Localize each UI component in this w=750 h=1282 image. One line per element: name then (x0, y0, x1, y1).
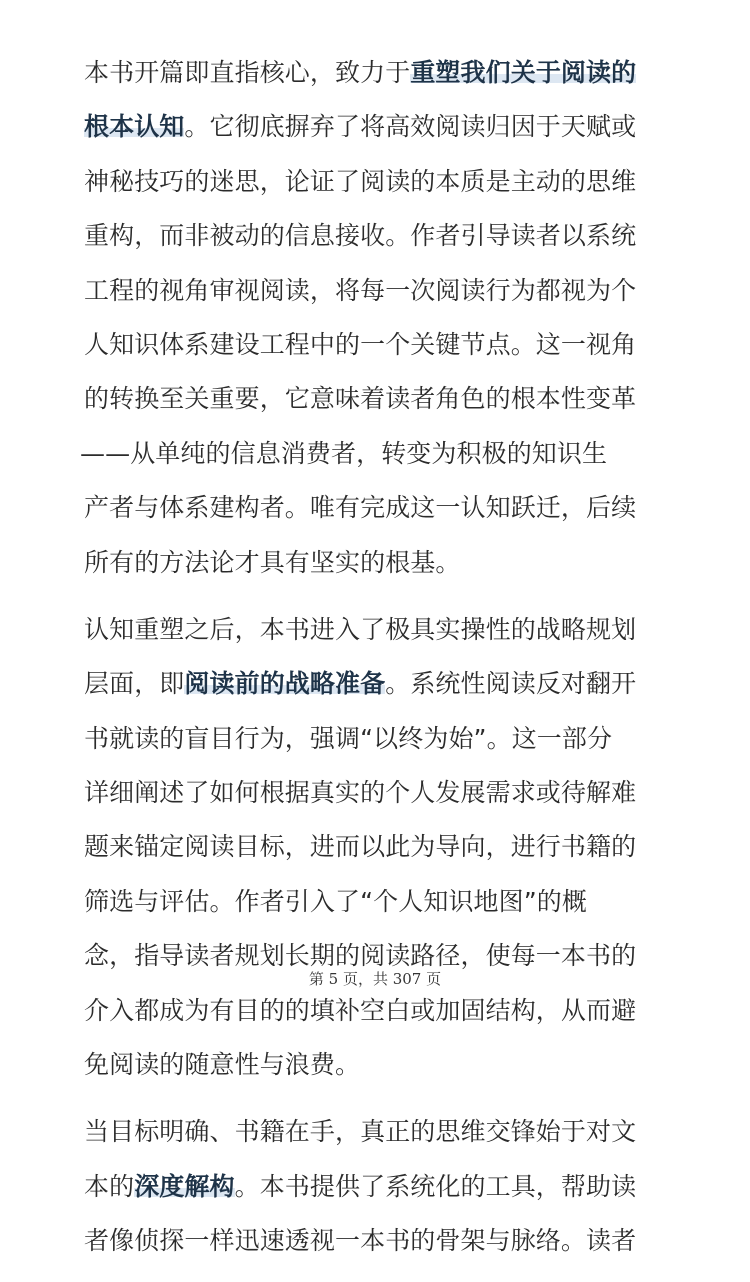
text-line (0, 100, 750, 154)
text-run: 本的 (84, 1171, 135, 1201)
text-line (0, 766, 750, 820)
text-line (0, 427, 750, 481)
text-run: 产者与体系建构者。唯有完成这一认知跃迁，后续 (84, 493, 637, 523)
text-line (0, 536, 750, 590)
text-line (0, 209, 750, 263)
text-run: 神秘技巧的迷思，论证了阅读的本质是主动的思维 (84, 166, 637, 196)
text-run: ——从单纯的信息消费者，转变为积极的知识生 (80, 438, 608, 468)
text-run: 。本书提供了系统化的工具，帮助读 (234, 1171, 637, 1201)
text-run: 当目标明确、书籍在手，真正的思维交锋始于对文 (84, 1117, 637, 1147)
text-line (0, 603, 750, 657)
text-run: 认知重塑之后，本书进入了极具实操性的战略规划 (84, 614, 637, 644)
text-run: 人知识体系建设工程中的一个关键节点。这一视角 (84, 329, 637, 359)
text-run: 层面，即 (84, 669, 185, 699)
text-run: 筛选与评估。作者引入了“个人知识地图”的概 (84, 886, 588, 916)
text-run: 。系统性阅读反对翻开 (385, 669, 637, 699)
text-line (0, 481, 750, 535)
text-line (0, 1160, 750, 1214)
text-run: 。它彻底摒弃了将高效阅读归因于天赋或 (184, 112, 637, 142)
paragraph-3 (0, 1105, 750, 1268)
text-line (0, 46, 750, 100)
text-run: 书就读的盲目行为，强调“以终为始”。这一部分 (84, 723, 613, 753)
page-number-footer: 第 5 页，共 307 页 (308, 970, 442, 988)
emphasized-phrase: 根本认知 (84, 112, 185, 142)
text-run: 介入都成为有目的的填补空白或加固结构，从而避 (84, 995, 637, 1025)
text-run: 重构，而非被动的信息接收。作者引导读者以系统 (84, 221, 637, 251)
text-line (0, 155, 750, 209)
text-line (0, 1038, 750, 1092)
text-run: 念，指导读者规划长期的阅读路径，使每一本书的 (84, 941, 637, 971)
text-line (0, 372, 750, 426)
text-line (0, 1214, 750, 1268)
text-line (0, 657, 750, 711)
text-line (0, 984, 750, 1038)
emphasized-phrase: 重塑我们关于阅读的 (410, 58, 637, 87)
text-line (0, 318, 750, 372)
text-run: 免阅读的随意性与浪费。 (84, 1050, 361, 1080)
text-line (0, 820, 750, 874)
page-body (0, 46, 750, 1282)
emphasized-phrase: 阅读前的战略准备 (184, 669, 386, 699)
text-run: 所有的方法论才具有坚实的根基。 (84, 547, 461, 577)
emphasized-phrase: 深度解构 (134, 1171, 235, 1201)
text-line (0, 1105, 750, 1159)
text-run: 题来锚定阅读目标，进而以此为导向，进行书籍的 (84, 832, 637, 862)
text-line (0, 875, 750, 929)
text-run: 的转换至关重要，它意味着读者角色的根本性变革 (84, 384, 637, 414)
text-run: 工程的视角审视阅读，将每一次阅读行为都视为个 (84, 275, 637, 305)
paragraph-1 (0, 46, 750, 590)
text-line (0, 264, 750, 318)
text-run: 详细阐述了如何根据真实的个人发展需求或待解难 (84, 778, 637, 808)
text-run: 本书开篇即直指核心，致力于 (84, 58, 411, 87)
text-run: 者像侦探一样迅速透视一本书的骨架与脉络。读者 (84, 1226, 637, 1256)
text-line (0, 712, 750, 766)
paragraph-2 (0, 603, 750, 1093)
